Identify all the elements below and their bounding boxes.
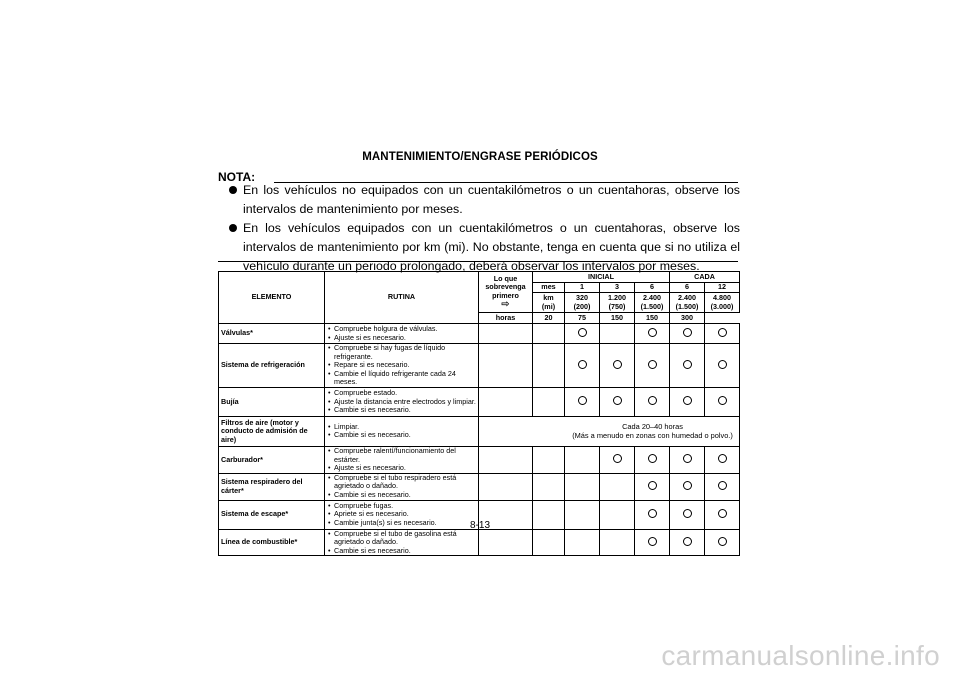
elemento-cell: Sistema de refrigeración bbox=[219, 344, 325, 388]
mi-label: (1.500) bbox=[640, 301, 664, 311]
rutina-item: • Compruebe estado. bbox=[327, 389, 476, 398]
rutina-item: • Compruebe si hay fugas de líquido refrigerante. bbox=[327, 344, 476, 361]
km-label: 2.400 bbox=[643, 292, 661, 302]
page-number: 8-13 bbox=[469, 520, 490, 531]
rutina-item: • Cambie el líquido refrigerante cada 24 meses. bbox=[327, 370, 476, 387]
horas-value: 150 bbox=[600, 313, 635, 324]
interval-cell bbox=[600, 387, 635, 416]
lo-que-cell bbox=[479, 446, 533, 473]
interval-cell bbox=[670, 324, 705, 344]
check-circle-icon bbox=[683, 454, 692, 463]
bullet-dot-icon bbox=[229, 224, 237, 232]
km-label: 4.800 bbox=[713, 292, 732, 302]
check-circle-icon bbox=[718, 509, 727, 518]
interval-cell bbox=[635, 529, 670, 556]
check-circle-icon bbox=[718, 328, 727, 337]
note-interval: Cada 20–40 horas bbox=[622, 421, 683, 431]
check-circle-icon bbox=[718, 481, 727, 490]
check-circle-icon bbox=[718, 537, 727, 546]
check-circle-icon bbox=[648, 537, 657, 546]
check-circle-icon bbox=[578, 396, 587, 405]
rutina-item: • Ajuste si es necesario. bbox=[327, 464, 476, 473]
rutina-cell bbox=[325, 324, 479, 344]
check-circle-icon bbox=[683, 360, 692, 369]
horas-value: 20 bbox=[533, 313, 565, 324]
bullet-dot-icon bbox=[229, 186, 237, 194]
header-inicial: INICIAL bbox=[533, 272, 670, 283]
mes-value: 3 bbox=[600, 283, 635, 293]
check-circle-icon bbox=[683, 328, 692, 337]
interval-cell bbox=[705, 344, 740, 388]
check-circle-icon bbox=[683, 537, 692, 546]
km-value bbox=[705, 293, 740, 313]
interval-cell bbox=[600, 446, 635, 473]
mi-label: (3.000) bbox=[710, 301, 734, 311]
unit-blank-cell bbox=[533, 387, 565, 416]
rutina-item: • Cambie si es necesario. bbox=[327, 491, 476, 500]
rutina-item: • Compruebe fugas. bbox=[327, 502, 476, 511]
check-circle-icon bbox=[578, 360, 587, 369]
rutina-item: • Compruebe holgura de válvulas. bbox=[327, 325, 476, 334]
unit-km-label: km bbox=[543, 292, 554, 302]
mi-label: (750) bbox=[608, 301, 626, 311]
elemento-cell: Sistema respiradero del cárter* bbox=[219, 473, 325, 500]
interval-cell bbox=[635, 324, 670, 344]
header-cada: CADA bbox=[670, 272, 740, 283]
interval-cell bbox=[670, 446, 705, 473]
unit-blank-cell bbox=[533, 324, 565, 344]
rutina-cell bbox=[325, 529, 479, 556]
elemento-cell: Carburador* bbox=[219, 446, 325, 473]
unit-mi-label: (mi) bbox=[541, 301, 556, 311]
interval-cell bbox=[670, 473, 705, 500]
unit-horas: horas bbox=[479, 313, 533, 324]
nota-bullet-1 bbox=[230, 181, 740, 219]
interval-cell bbox=[705, 324, 740, 344]
elemento-cell: Sistema de escape* bbox=[219, 500, 325, 529]
lo-que-cell bbox=[479, 529, 533, 556]
interval-cell bbox=[565, 387, 600, 416]
nota-bottom-divider bbox=[218, 261, 738, 262]
check-circle-icon bbox=[648, 360, 657, 369]
check-circle-icon bbox=[683, 509, 692, 518]
rutina-item: • Limpiar. bbox=[327, 423, 476, 432]
horas-value: 300 bbox=[670, 313, 705, 324]
unit-blank-cell bbox=[533, 529, 565, 556]
table-row bbox=[219, 324, 740, 344]
table-row bbox=[219, 387, 740, 416]
lo-que-cell bbox=[479, 387, 533, 416]
check-circle-icon bbox=[648, 481, 657, 490]
unit-blank-cell bbox=[533, 473, 565, 500]
mi-label: (1.500) bbox=[675, 301, 699, 311]
note-condition: (Más a menudo en zonas con humedad o polvo.) bbox=[572, 431, 733, 441]
rutina-item: • Cambie junta(s) si es necesario. bbox=[327, 519, 476, 528]
interval-cell bbox=[600, 344, 635, 388]
lo-que-cell bbox=[479, 416, 740, 446]
interval-cell bbox=[705, 529, 740, 556]
interval-cell bbox=[565, 324, 600, 344]
interval-cell bbox=[705, 387, 740, 416]
check-circle-icon bbox=[718, 360, 727, 369]
rutina-cell bbox=[325, 473, 479, 500]
check-circle-icon bbox=[718, 454, 727, 463]
header-elemento: ELEMENTO bbox=[219, 272, 325, 324]
interval-cell bbox=[635, 446, 670, 473]
header-lo-que-text: Lo que sobrevenga primero bbox=[485, 273, 526, 300]
lo-que-cell bbox=[479, 473, 533, 500]
nota-label: NOTA: bbox=[218, 170, 256, 184]
interval-cell bbox=[565, 344, 600, 388]
interval-cell bbox=[565, 446, 600, 473]
check-circle-icon bbox=[648, 454, 657, 463]
mes-value: 12 bbox=[705, 283, 740, 293]
km-value bbox=[600, 293, 635, 313]
unit-km bbox=[533, 293, 565, 313]
interval-cell bbox=[600, 473, 635, 500]
rutina-item: • Compruebe ralentí/funcionamiento del estárter. bbox=[327, 447, 476, 464]
check-circle-icon bbox=[683, 396, 692, 405]
nota-bullet-text: En los vehículos equipados con un cuentakilómetros o un cuentahoras, observe los intervalos de mantenimiento por km (mi). No obstante, tenga en cuenta que si no utiliza el vehículo durante un periodo prolongado, deberá observar los intervalos por meses. bbox=[243, 221, 740, 273]
km-value bbox=[670, 293, 705, 313]
rutina-cell bbox=[325, 344, 479, 388]
arrow-right-icon: ⇨ bbox=[501, 298, 510, 310]
rutina-item: • Compruebe si el tubo respiradero está agrietado o dañado. bbox=[327, 474, 476, 491]
check-circle-icon bbox=[578, 328, 587, 337]
maintenance-table bbox=[218, 271, 740, 556]
unit-mes: mes bbox=[533, 283, 565, 293]
rutina-item: • Repare si es necesario. bbox=[327, 361, 476, 370]
nota-bullet-text: En los vehículos no equipados con un cuentakilómetros o un cuentahoras, observe los intervalos de mantenimiento por meses. bbox=[243, 183, 740, 216]
horas-value: 75 bbox=[565, 313, 600, 324]
check-circle-icon bbox=[683, 481, 692, 490]
interval-cell bbox=[635, 473, 670, 500]
elemento-cell: Válvulas* bbox=[219, 324, 325, 344]
interval-cell bbox=[635, 344, 670, 388]
km-label: 2.400 bbox=[678, 292, 697, 302]
horas-value: 150 bbox=[635, 313, 670, 324]
mes-value: 6 bbox=[670, 283, 705, 293]
check-circle-icon bbox=[613, 454, 622, 463]
lo-que-cell bbox=[479, 344, 533, 388]
km-value bbox=[565, 293, 600, 313]
page-title: MANTENIMIENTO/ENGRASE PERIÓDICOS bbox=[362, 151, 598, 163]
mi-label: (200) bbox=[573, 301, 591, 311]
check-circle-icon bbox=[648, 509, 657, 518]
interval-cell bbox=[705, 446, 740, 473]
interval-cell bbox=[670, 387, 705, 416]
km-label: 320 bbox=[576, 292, 588, 302]
rutina-item: • Cambie si es necesario. bbox=[327, 406, 476, 415]
mes-value: 6 bbox=[635, 283, 670, 293]
check-circle-icon bbox=[718, 396, 727, 405]
interval-cell bbox=[670, 344, 705, 388]
interval-cell bbox=[705, 473, 740, 500]
rutina-item: • Compruebe si el tubo de gasolina está agrietado o dañado. bbox=[327, 530, 476, 547]
interval-cell bbox=[565, 473, 600, 500]
unit-blank-cell bbox=[533, 446, 565, 473]
rutina-item: • Ajuste la distancia entre electrodos y limpiar. bbox=[327, 398, 476, 407]
rutina-item: • Apriete si es necesario. bbox=[327, 510, 476, 519]
interval-cell bbox=[600, 324, 635, 344]
km-label: 1.200 bbox=[608, 292, 626, 302]
check-circle-icon bbox=[613, 360, 622, 369]
elemento-cell: Línea de combustible* bbox=[219, 529, 325, 556]
interval-cell bbox=[600, 529, 635, 556]
lo-que-cell bbox=[479, 324, 533, 344]
km-value bbox=[635, 293, 670, 313]
interval-cell bbox=[635, 387, 670, 416]
mes-value: 1 bbox=[565, 283, 600, 293]
rutina-item: • Cambie si es necesario. bbox=[327, 431, 476, 440]
rutina-item: • Cambie si es necesario. bbox=[327, 547, 476, 556]
rutina-cell bbox=[325, 416, 479, 446]
check-circle-icon bbox=[648, 396, 657, 405]
check-circle-icon bbox=[613, 396, 622, 405]
table-row bbox=[219, 529, 740, 556]
nota-bullet-2 bbox=[230, 219, 740, 276]
elemento-cell: Filtros de aire (motor y conducto de admisión de aire) bbox=[219, 416, 325, 446]
table-row bbox=[219, 446, 740, 473]
rutina-cell bbox=[325, 446, 479, 473]
rutina-item: • Ajuste si es necesario. bbox=[327, 334, 476, 343]
interval-cell bbox=[565, 529, 600, 556]
header-rutina: RUTINA bbox=[325, 272, 479, 324]
table-row bbox=[219, 416, 740, 446]
elemento-cell: Bujía bbox=[219, 387, 325, 416]
rutina-cell bbox=[325, 387, 479, 416]
table-row bbox=[219, 473, 740, 500]
interval-cell bbox=[670, 529, 705, 556]
watermark: carmanualsonline.info bbox=[661, 640, 940, 671]
unit-blank-cell bbox=[533, 344, 565, 388]
header-lo-que bbox=[479, 272, 533, 313]
table-row bbox=[219, 344, 740, 388]
check-circle-icon bbox=[648, 328, 657, 337]
